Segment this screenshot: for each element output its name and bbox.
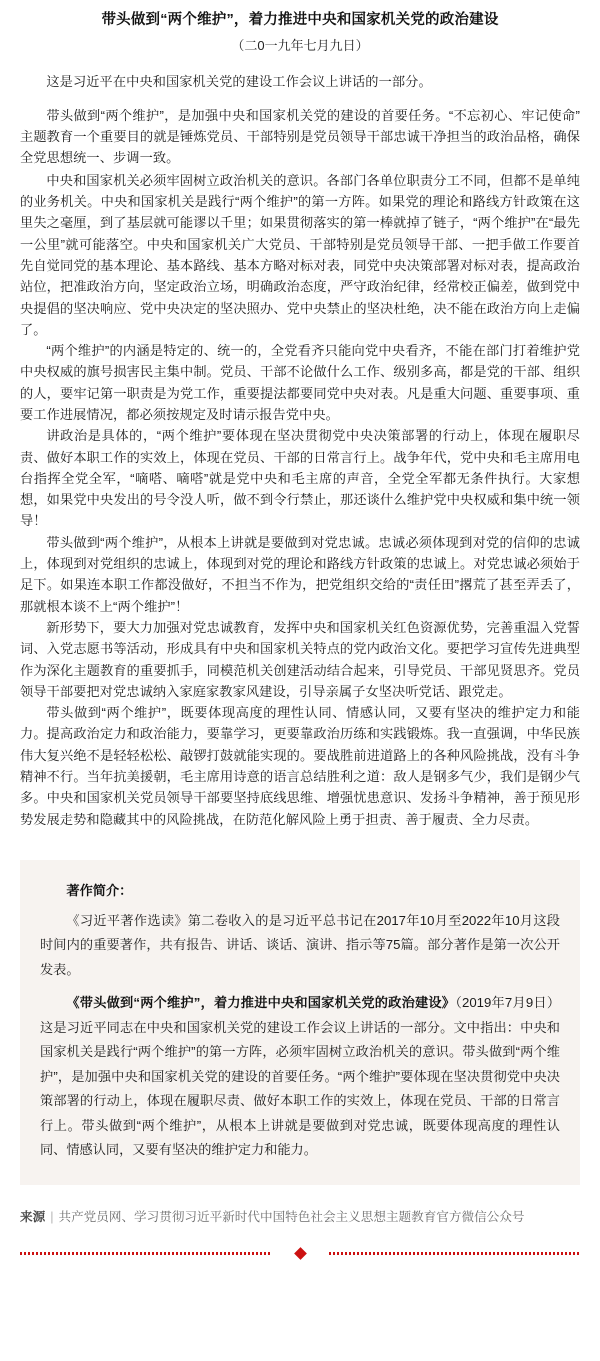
source-label: 来源: [20, 1209, 46, 1224]
paragraph-4: 讲政治是具体的，“两个维护”要体现在坚决贯彻党中央决策部署的行动上，体现在履职尽责、做好本职工作的实效上，体现在党员、干部的日常言行上。战争年代，党中央和毛主席用电台指挥全党全军，“嘀嗒、嘀嗒”就是党中央和毛主席的声音，全党全军都无条件执行。大家想想，如果党中央发出的号令没人听，做不到令行禁止，那还谈什么维护党中央权威和集中统一领导！: [20, 428, 580, 529]
paragraph-7: 带头做到“两个维护”，既要体现高度的理性认同、情感认同，又要有坚决的维护定力和能力。提高政治定力和政治能力，要靠学习，更要靠政治历练和实践锻炼。我一直强调，中华民族伟大复兴绝不是轻轻松松、敲锣打鼓就能实现的。要战胜前进道路上的各种风险挑战，没有斗争精神不行。当年抗美援朝，毛主席用诗意的语言总结胜利之道：敌人是钢多气少，我们是钢少气多。中央和国家机关党员领导干部要坚持底线思维、增强忧患意识、发扬斗争精神，善于预见形势发展走势和隐藏其中的风险挑战，在防范化解风险上勇于担责、善于履责、全力尽责。: [20, 705, 580, 827]
work-summary-paragraph-2: [40, 991, 560, 1163]
paragraph-1: 带头做到“两个维护”，是加强中央和国家机关党的建设的首要任务。“不忘初心、牢记使命”主题教育一个重要目的就是锤炼党员、干部特别是党员领导干部忠诚干净担当的政治品格，确保全党思想统一、步调一致。: [20, 107, 580, 166]
dotted-line-right: [329, 1252, 581, 1255]
footer: [0, 1185, 600, 1284]
work-summary-box: [20, 860, 580, 1185]
diamond-icon: [294, 1247, 307, 1260]
document-date: （二0一九年七月九日）: [231, 37, 369, 53]
paragraph-5: 带头做到“两个维护”，从根本上讲就是要做到对党忠诚。忠诚必须体现到对党的信仰的忠诚上，体现到对党组织的忠诚上，体现到对党的理论和路线方针政策的忠诚上。对党忠诚必须始于足下。如果连本职工作都没做好，不担当不作为，把党组织交给的“责任田”撂荒了甚至弄丢了，那就根本谈不上“两个维护”！: [20, 534, 580, 614]
paragraph-2: 中央和国家机关必须牢固树立政治机关的意识。各部门各单位职责分工不同，但都不是单纯的业务机关。中央和国家机关是践行“两个维护”的第一方阵。如果党的理论和路线方针政策在这里失之毫厘，到了基层就可能谬以千里；如果贯彻落实的第一棒就掉了链子，“两个维护”在“最先一公里”就可能落空。中央和国家机关广大党员、干部特别是党员领导干部、一把手做工作要首先自觉同党的基本理论、基本路线、基本方略对标对表，同党中央决策部署对标对表，提高政治站位，把准政治方向，坚定政治立场，明确政治态度，严守政治纪律，经常校正偏差，做到党中央提倡的坚决响应、党中央决定的坚决照办、党中央禁止的坚决杜绝，决不能在政治方向上走偏了。: [20, 172, 580, 337]
work-summary-title-bold: 《带头做到“两个维护”，着力推进中央和国家机关党的政治建设》: [66, 995, 456, 1011]
paragraph-3: “两个维护”的内涵是特定的、统一的，全党看齐只能向党中央看齐，不能在部门打着维护党中央权威的旗号损害民主集中制。党员、干部不论做什么工作、级别多高，都是党的干部、组织的人，要牢记第一职责是为党工作，重要提法都要同党中央对表。凡是重大问题、重要事项、重要工作进展情况，都必须按规定及时请示报告党中央。: [20, 343, 580, 422]
page-title: 带头做到“两个维护”，着力推进中央和国家机关党的政治建设: [101, 12, 499, 28]
source-separator: |: [50, 1209, 54, 1224]
work-summary-body-rest: （2019年7月9日）这是习近平同志在中央和国家机关党的建设工作会议上讲话的一部分。文中指出：中央和国家机关是践行“两个维护”的第一方阵，必须牢固树立政治机关的意识。带头做到“两个维护”，是加强中央和国家机关党的建设的首要任务。“两个维护”要体现在坚决贯彻党中央决策部署的行动上，体现在履职尽责、做好本职工作的实效上，体现在党员、干部的日常言行上。带头做到“两个维护”，从根本上讲就是要做到对党忠诚，既要体现高度的理性认同、情感认同，又要有坚决的维护定力和能力。: [40, 995, 561, 1158]
dotted-line-left: [20, 1252, 272, 1255]
decorative-divider: [20, 1249, 580, 1284]
work-summary-heading: 著作简介：: [66, 882, 133, 898]
article-body: [0, 61, 600, 836]
work-summary-paragraph-1: 《习近平著作选读》第二卷收入的是习近平总书记在2017年10月至2022年10月这段时间内的重要著作，共有报告、讲话、谈话、演讲、指示等75篇。部分著作是第一次公开发表。: [40, 912, 560, 977]
source-line: [20, 1207, 580, 1227]
title-block: [0, 0, 600, 61]
paragraph-6: 新形势下，要大力加强对党忠诚教育，发挥中央和国家机关红色资源优势，完善重温入党誓词、入党志愿书等活动，形成具有中央和国家机关特点的党内政治文化。要把学习宣传先进典型作为深化主题教育的重要抓手，同模范机关创建活动结合起来，引导党员、干部见贤思齐。党员领导干部要把对党忠诚纳入家庭家教家风建设，引导亲属子女坚决听党话、跟党走。: [20, 619, 580, 699]
paragraph-intro: 这是习近平在中央和国家机关党的建设工作会议上讲话的一部分。: [46, 73, 432, 89]
source-text: 共产党员网、学习贯彻习近平新时代中国特色社会主义思想主题教育官方微信公众号: [58, 1209, 525, 1224]
